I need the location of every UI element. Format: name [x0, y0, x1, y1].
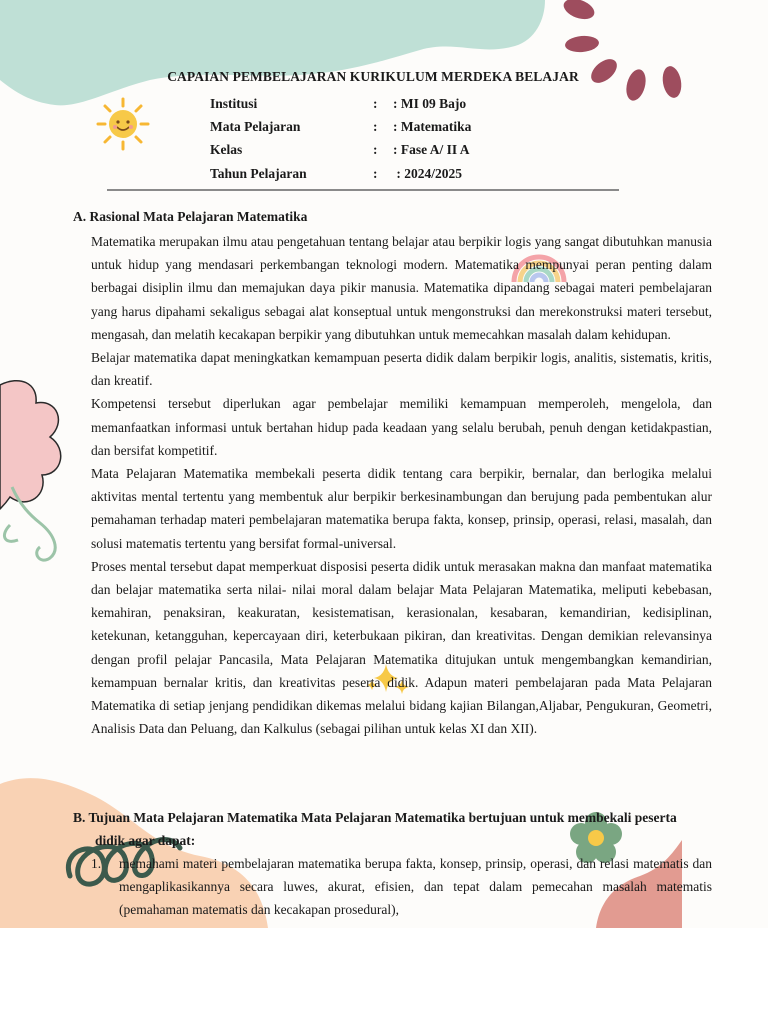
list-item [91, 852, 712, 922]
section-b-heading [73, 806, 712, 852]
section-b-heading-line1: B. Tujuan Mata Pelajaran Matematika Mata Pelajaran Matematika bertujuan untuk membekali peserta [73, 810, 677, 825]
info-row-mata-pelajaran [210, 115, 471, 138]
section-a-paragraph: Matematika merupakan ilmu atau pengetahuan tentang belajar atau berpikir logis yang sangat dibutuhkan manusia untuk hidup yang mendasari perkembangan teknologi modern. Matematika mempunyai peran penting dalam berbagai disiplin ilmu dan memajukan daya pikir manusia. Matematika dipandang sebagai materi pembelajaran yang harus dipahami sekaligus sebagai alat konseptual untuk mengonstruksi dan merekonstruksi materi tersebut, mengasah, dan melatih kecakapan berpikir yang dibutuhkan untuk memecahkan masalah dalam kehidupan. [91, 234, 712, 342]
info-row-institusi [210, 92, 471, 115]
section-a-paragraph: Mata Pelajaran Matematika membekali peserta didik tentang cara berpikir, bernalar, dan berlogika melalui aktivitas mental tertentu yang membentuk alur berpikir berkesinambungan dan berujung pada pembentukan alur pemahaman terhadap materi pembelajaran matematika berupa fakta, konsep, prinsip, operasi, relasi, masalah, dan solusi matematis tertentu yang bersifat formal-universal. [91, 466, 712, 551]
header-divider [107, 189, 619, 191]
section-b-list [91, 852, 712, 922]
info-value: : Matematika [393, 118, 472, 134]
info-value: : 2024/2025 [393, 165, 462, 181]
info-separator: : [373, 95, 378, 111]
info-value: : Fase A/ II A [393, 142, 470, 158]
info-row-tahun-pelajaran [210, 162, 471, 185]
pink-flower [0, 375, 70, 570]
info-separator: : [373, 142, 378, 158]
list-item-text: memahami materi pembelajaran matematika berupa fakta, konsep, prinsip, operasi, dan relasi matematis dan mengaplikasikannya secara luwes, akurat, efisien, dan tepat dalam pemecahan masalah matematis (pemahaman matematis dan kecakapan prosedural), [119, 856, 712, 918]
info-label: Kelas [210, 142, 243, 158]
info-separator: : [373, 118, 378, 134]
info-label: Tahun Pelajaran [210, 165, 307, 181]
section-a-heading: A. Rasional Mata Pelajaran Matematika [73, 209, 308, 224]
info-table [210, 92, 471, 185]
section-a-body [91, 230, 712, 740]
rose-dots [555, 0, 695, 110]
info-label: Institusi [210, 95, 258, 111]
section-a-paragraph: Proses mental tersebut dapat memperkuat disposisi peserta didik untuk merasakan makna dan manfaat matematika dan belajar matematika serta nilai- nilai moral dalam belajar Mata Pelajaran Matematika, meliputi kebebasan, kemahiran, penaksiran, keakuratan, kesistematisan, kerasionalan, kesabaran, kemandirian, kedisiplinan, ketekunan, ketangguhan, kepercayaan diri, keterbukaan pikiran, dan kreativitas. Dengan demikian relevansinya dengan profil pelajar Pancasila, Mata Pelajaran Matematika ditujukan untuk mengembangkan kemandirian, kemampuan bernalar kritis, dan kreativitas peserta didik. Adapun materi pembelajaran pada Mata Pelajaran Matematika di setiap jenjang pendidikan dikemas melalui bidang kajian Bilangan,Aljabar, Pengukuran, Geometri, Analisis Data dan Peluang, dan Kalkulus (sebagai pilihan untuk kelas XI dan XII). [91, 558, 712, 737]
list-item-number: 1. [91, 856, 102, 871]
section-a-paragraph: Belajar matematika dapat meningkatkan kemampuan peserta didik dalam berpikir logis, analitis, sistematis, kritis, dan kreatif. [91, 350, 712, 389]
info-row-kelas [210, 139, 471, 162]
section-b-heading-line2: didik agar dapat: [95, 833, 196, 849]
info-value: : MI 09 Bajo [393, 95, 467, 111]
document-title: CAPAIAN PEMBELAJARAN KURIKULUM MERDEKA BELAJAR [167, 69, 579, 84]
info-separator: : [373, 165, 378, 181]
section-a-paragraph: Kompetensi tersebut diperlukan agar pembelajar memiliki kemampuan memperoleh, mengelola, dan memanfaatkan informasi untuk bertahan hidup pada keadaan yang selalu berubah, penuh dengan ketidakpastian, dan bersifat kompetitif. [91, 396, 712, 458]
info-label: Mata Pelajaran [210, 118, 301, 134]
sun-icon [96, 97, 150, 151]
